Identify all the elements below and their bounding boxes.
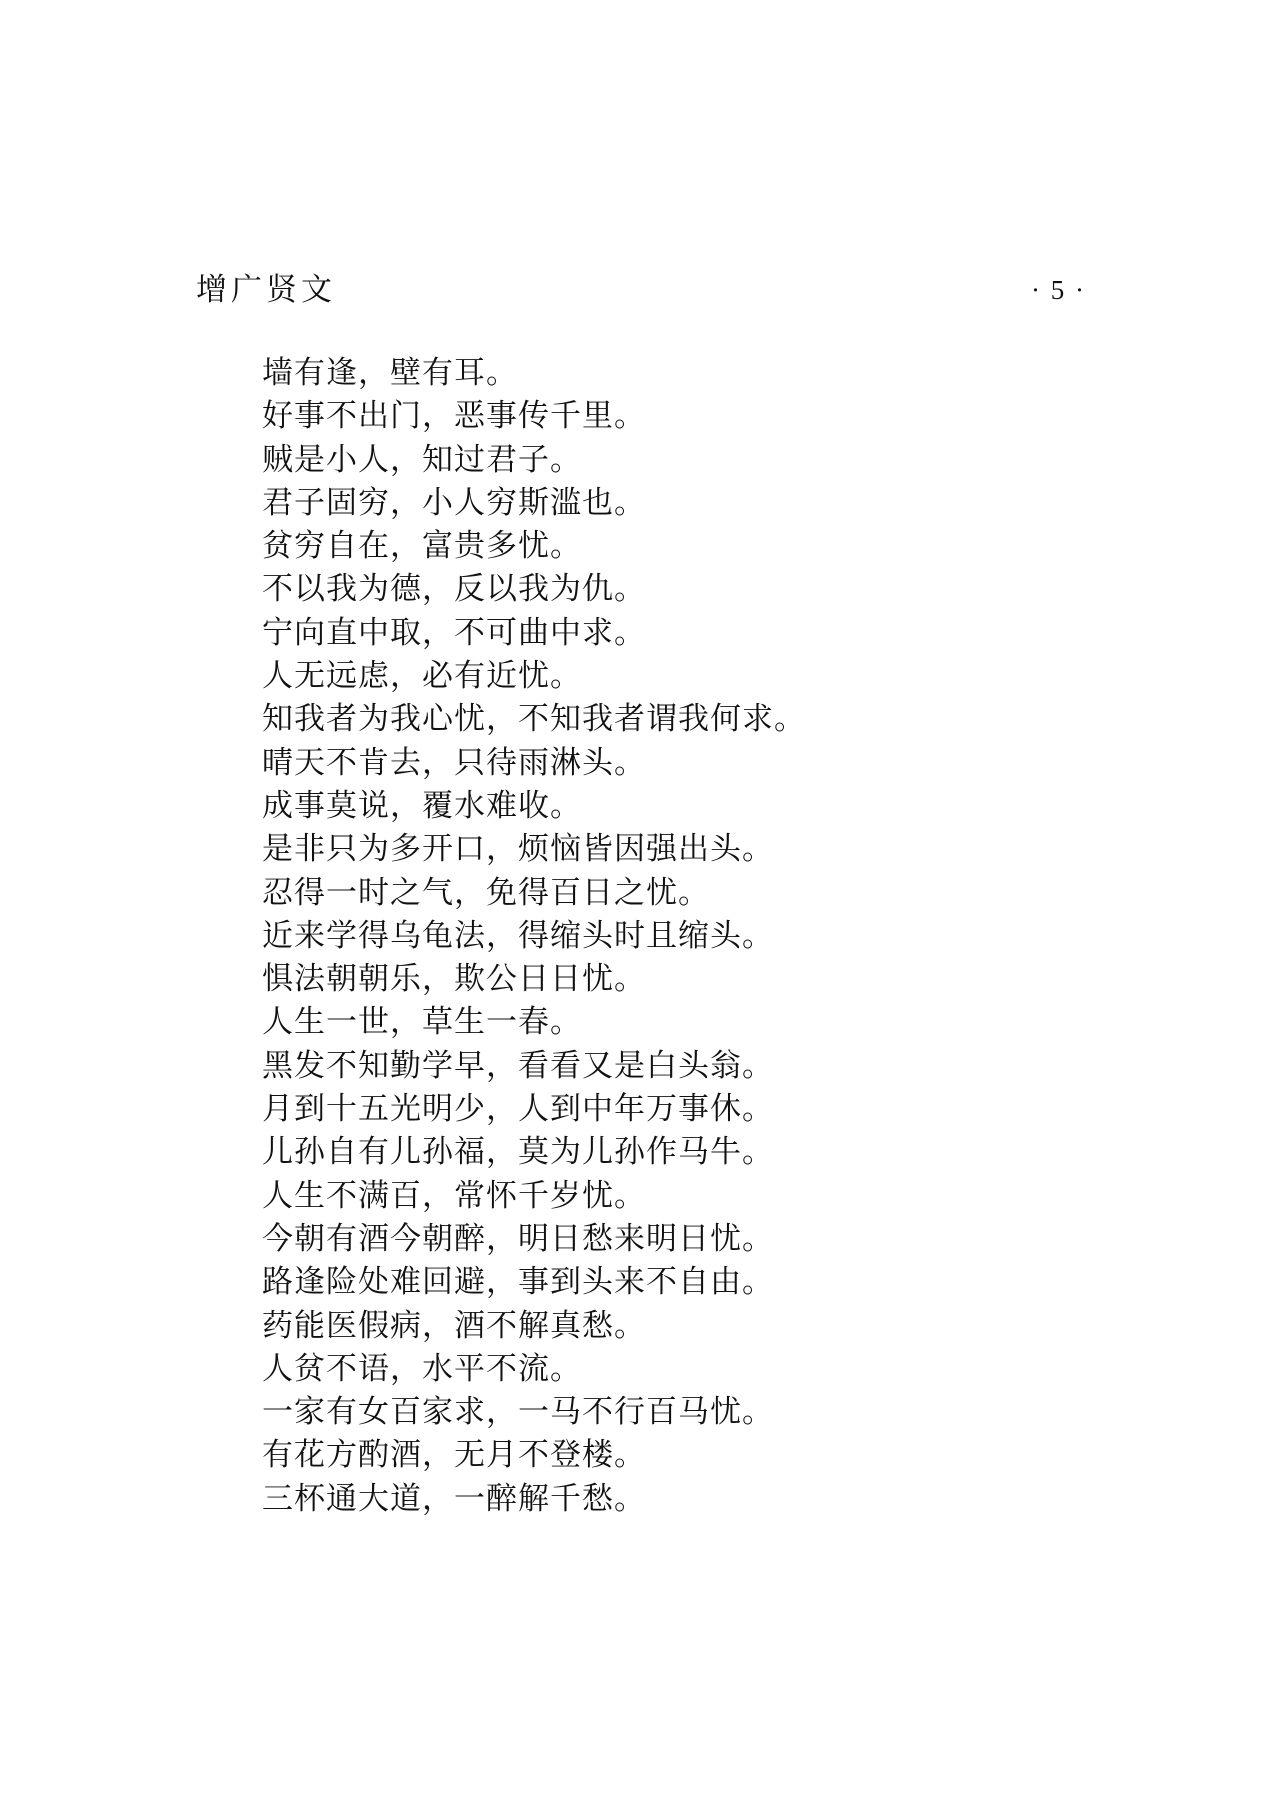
running-header <box>196 268 1086 312</box>
verse-line: 人无远虑，必有近忧。 <box>262 658 582 695</box>
verse-line: 君子固穷，小人穷斯滥也。 <box>262 484 646 521</box>
verse-line: 知我者为我心忧，不知我者谓我何求。 <box>262 701 806 738</box>
verse-line: 黑发不知勤学早，看看又是白头翁。 <box>262 1047 774 1084</box>
verse-line: 儿孙自有儿孙福，莫为儿孙作马牛。 <box>262 1134 774 1171</box>
page-number: · 5 · <box>1031 275 1086 305</box>
verse-line: 有花方酌酒，无月不登楼。 <box>262 1437 646 1474</box>
verse-line: 路逢险处难回避，事到头来不自由。 <box>262 1264 774 1301</box>
verse-line: 是非只为多开口，烦恼皆因强出头。 <box>262 831 774 868</box>
verse-line: 惧法朝朝乐，欺公日日忧。 <box>262 961 646 998</box>
verse-line: 晴天不肯去，只待雨淋头。 <box>262 744 646 781</box>
verse-line: 近来学得乌龟法，得缩头时且缩头。 <box>262 917 774 954</box>
book-title: 增广贤文 <box>196 272 336 308</box>
verse-line: 宁向直中取，不可曲中求。 <box>262 614 646 651</box>
verse-line: 不以我为德，反以我为仇。 <box>262 571 646 608</box>
verse-line: 人贫不语，水平不流。 <box>262 1350 582 1387</box>
verse-line: 人生不满百，常怀千岁忧。 <box>262 1177 646 1214</box>
verse-list <box>262 352 1162 1521</box>
verse-line: 好事不出门，恶事传千里。 <box>262 398 646 435</box>
verse-line: 月到十五光明少，人到中年万事休。 <box>262 1091 774 1128</box>
verse-line: 贫穷自在，富贵多忧。 <box>262 528 582 565</box>
verse-line: 三杯通大道，一醉解千愁。 <box>262 1480 646 1517</box>
verse-line: 人生一世，草生一春。 <box>262 1004 582 1041</box>
verse-line: 忍得一时之气，免得百日之忧。 <box>262 874 710 911</box>
verse-line: 墙有逢，壁有耳。 <box>262 355 518 391</box>
verse-line: 今朝有酒今朝醉，明日愁来明日忧。 <box>262 1220 774 1257</box>
verse-line: 一家有女百家求，一马不行百马忧。 <box>262 1394 774 1431</box>
verse-line: 成事莫说，覆水难收。 <box>262 787 582 824</box>
verse-line: 药能医假病，酒不解真愁。 <box>262 1307 646 1344</box>
verse-line: 贼是小人，知过君子。 <box>262 441 582 478</box>
